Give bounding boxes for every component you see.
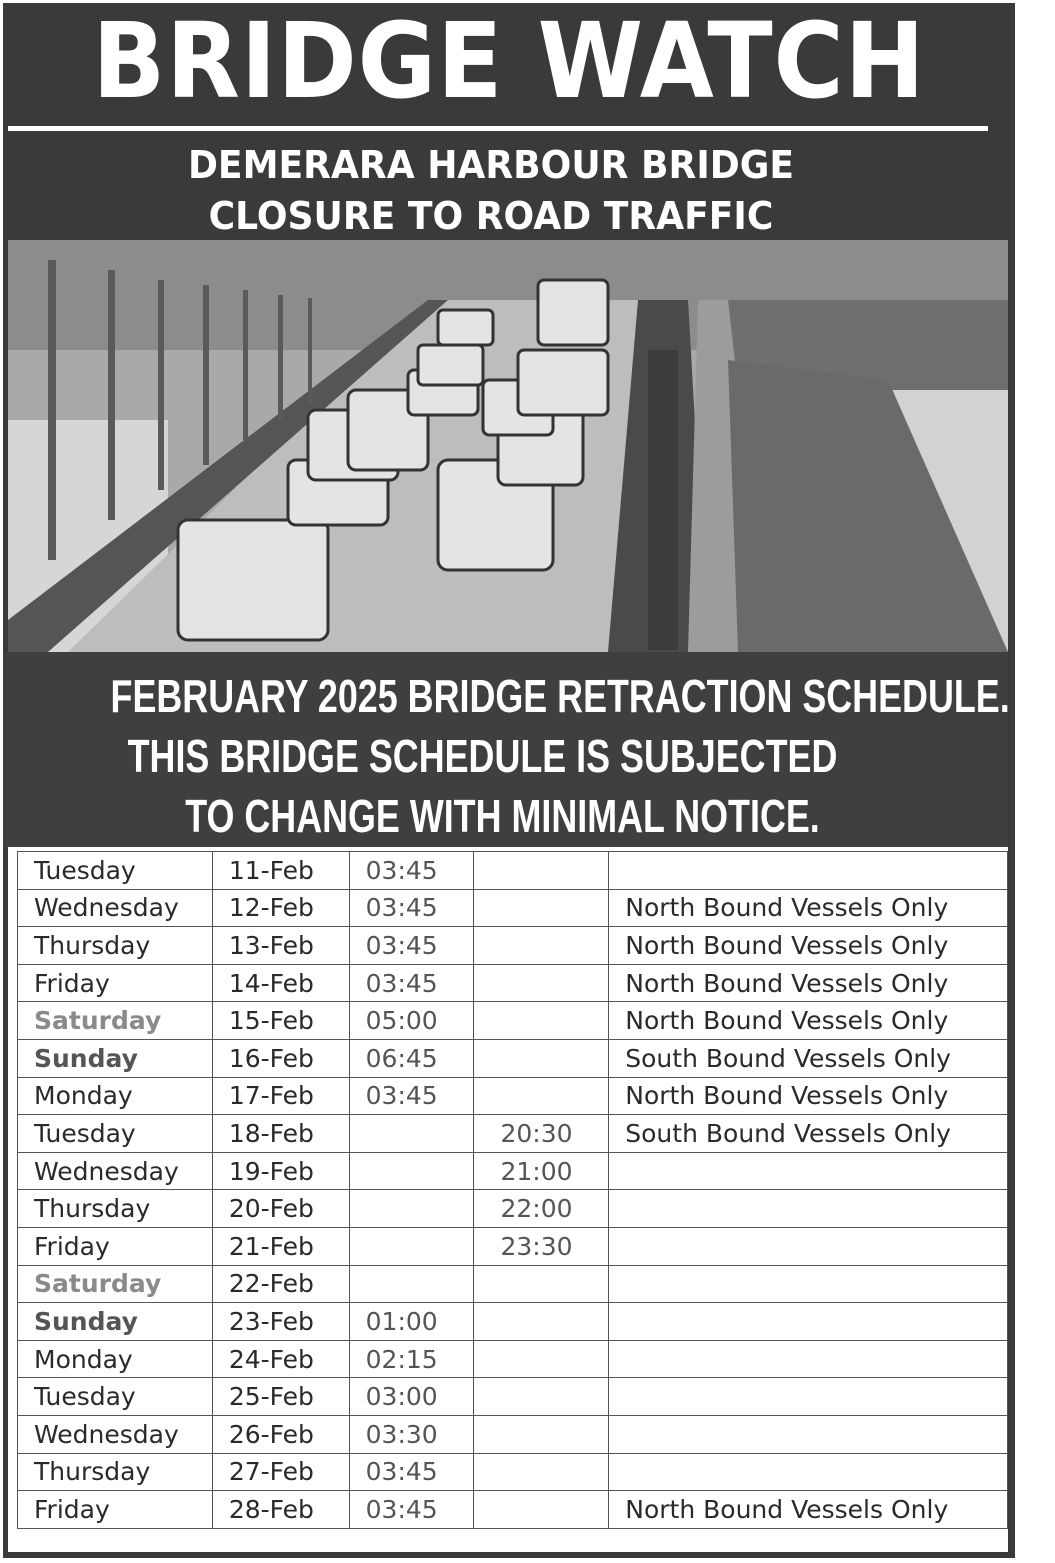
table-row [18,1378,1008,1416]
day-cell: Sunday [18,1039,213,1077]
vessel-direction-cell: South Bound Vessels Only [609,1039,1008,1077]
vessel-direction-cell: North Bound Vessels Only [609,964,1008,1002]
vessel-direction-cell [609,1190,1008,1228]
retraction-time-cell: 03:00 [349,1378,474,1416]
retraction-time-cell: 06:45 [349,1039,474,1077]
date-cell: 15-Feb [212,1002,349,1040]
vessel-direction-cell [609,1378,1008,1416]
vessel-direction-cell [609,1265,1008,1303]
day-cell: Wednesday [18,889,213,927]
subtitle-bridge-name: DEMERARA HARBOUR BRIDGE [187,143,795,187]
evening-time-cell [474,1340,609,1378]
day-cell: Sunday [18,1303,213,1341]
retraction-time-cell: 03:45 [349,927,474,965]
table-row [18,1340,1008,1378]
evening-time-cell [474,852,609,890]
vessel-direction-cell: North Bound Vessels Only [609,889,1008,927]
retraction-time-cell: 03:45 [349,1453,474,1491]
title-divider [8,126,988,131]
day-cell: Saturday [18,1265,213,1303]
day-cell: Friday [18,1227,213,1265]
date-cell: 13-Feb [212,927,349,965]
evening-time-cell [474,1002,609,1040]
day-cell: Thursday [18,1190,213,1228]
table-row [18,1415,1008,1453]
vessel-direction-cell [609,1453,1008,1491]
evening-time-cell [474,889,609,927]
table-row [18,1265,1008,1303]
retraction-time-cell: 03:45 [349,852,474,890]
table-row [18,1152,1008,1190]
day-cell: Saturday [18,1002,213,1040]
bridge-traffic-photo [8,240,1008,652]
retraction-time-cell [349,1265,474,1303]
retraction-time-cell [349,1115,474,1153]
date-cell: 14-Feb [212,964,349,1002]
subtitle-closure: CLOSURE TO ROAD TRAFFIC [208,194,774,238]
day-cell: Friday [18,964,213,1002]
evening-time-cell: 21:00 [474,1152,609,1190]
date-cell: 20-Feb [212,1190,349,1228]
table-row [18,1227,1008,1265]
vessel-direction-cell: North Bound Vessels Only [609,1077,1008,1115]
schedule-table-panel [8,847,1008,1552]
day-cell: Monday [18,1340,213,1378]
evening-time-cell [474,1453,609,1491]
table-row [18,1039,1008,1077]
evening-time-cell [474,1303,609,1341]
date-cell: 11-Feb [212,852,349,890]
date-cell: 25-Feb [212,1378,349,1416]
table-row [18,1002,1008,1040]
evening-time-cell [474,1491,609,1529]
evening-time-cell: 23:30 [474,1227,609,1265]
retraction-time-cell: 03:45 [349,889,474,927]
vessel-direction-cell [609,1303,1008,1341]
vessel-direction-cell [609,1415,1008,1453]
retraction-time-cell [349,1190,474,1228]
evening-time-cell [474,927,609,965]
day-cell: Thursday [18,927,213,965]
table-row [18,1077,1008,1115]
table-row [18,1190,1008,1228]
day-cell: Tuesday [18,1378,213,1416]
date-cell: 27-Feb [212,1453,349,1491]
retraction-time-cell: 03:45 [349,964,474,1002]
retraction-time-cell [349,1227,474,1265]
notice-warning-line1: THIS BRIDGE SCHEDULE IS SUBJECTED [127,730,838,782]
evening-time-cell [474,964,609,1002]
retraction-schedule-table [17,851,1008,1529]
vessel-direction-cell: North Bound Vessels Only [609,927,1008,965]
day-cell: Tuesday [18,852,213,890]
day-cell: Friday [18,1491,213,1529]
table-row [18,1115,1008,1153]
date-cell: 19-Feb [212,1152,349,1190]
retraction-time-cell [349,1152,474,1190]
date-cell: 18-Feb [212,1115,349,1153]
table-row [18,964,1008,1002]
table-row [18,1491,1008,1529]
evening-time-cell [474,1378,609,1416]
date-cell: 21-Feb [212,1227,349,1265]
vessel-direction-cell [609,1340,1008,1378]
retraction-time-cell: 03:45 [349,1491,474,1529]
vessel-direction-cell: North Bound Vessels Only [609,1491,1008,1529]
date-cell: 24-Feb [212,1340,349,1378]
vessel-direction-cell: South Bound Vessels Only [609,1115,1008,1153]
day-cell: Wednesday [18,1415,213,1453]
notice-warning-line2: TO CHANGE WITH MINIMAL NOTICE. [185,790,820,842]
day-cell: Tuesday [18,1115,213,1153]
date-cell: 12-Feb [212,889,349,927]
evening-time-cell [474,1077,609,1115]
date-cell: 23-Feb [212,1303,349,1341]
retraction-time-cell: 05:00 [349,1002,474,1040]
retraction-time-cell: 03:30 [349,1415,474,1453]
page-title: BRIDGE WATCH [92,0,926,122]
evening-time-cell [474,1415,609,1453]
table-row [18,927,1008,965]
vessel-direction-cell [609,852,1008,890]
date-cell: 17-Feb [212,1077,349,1115]
retraction-time-cell: 01:00 [349,1303,474,1341]
evening-time-cell [474,1039,609,1077]
evening-time-cell: 20:30 [474,1115,609,1153]
day-cell: Wednesday [18,1152,213,1190]
table-row [18,1453,1008,1491]
notice-schedule-title: FEBRUARY 2025 BRIDGE RETRACTION SCHEDULE. [110,670,1010,722]
evening-time-cell: 22:00 [474,1190,609,1228]
table-row [18,1303,1008,1341]
table-row [18,889,1008,927]
date-cell: 26-Feb [212,1415,349,1453]
date-cell: 28-Feb [212,1491,349,1529]
date-cell: 16-Feb [212,1039,349,1077]
retraction-time-cell: 02:15 [349,1340,474,1378]
vessel-direction-cell: North Bound Vessels Only [609,1002,1008,1040]
day-cell: Thursday [18,1453,213,1491]
evening-time-cell [474,1265,609,1303]
vessel-direction-cell [609,1227,1008,1265]
day-cell: Monday [18,1077,213,1115]
vessel-direction-cell [609,1152,1008,1190]
date-cell: 22-Feb [212,1265,349,1303]
table-row [18,852,1008,890]
retraction-time-cell: 03:45 [349,1077,474,1115]
